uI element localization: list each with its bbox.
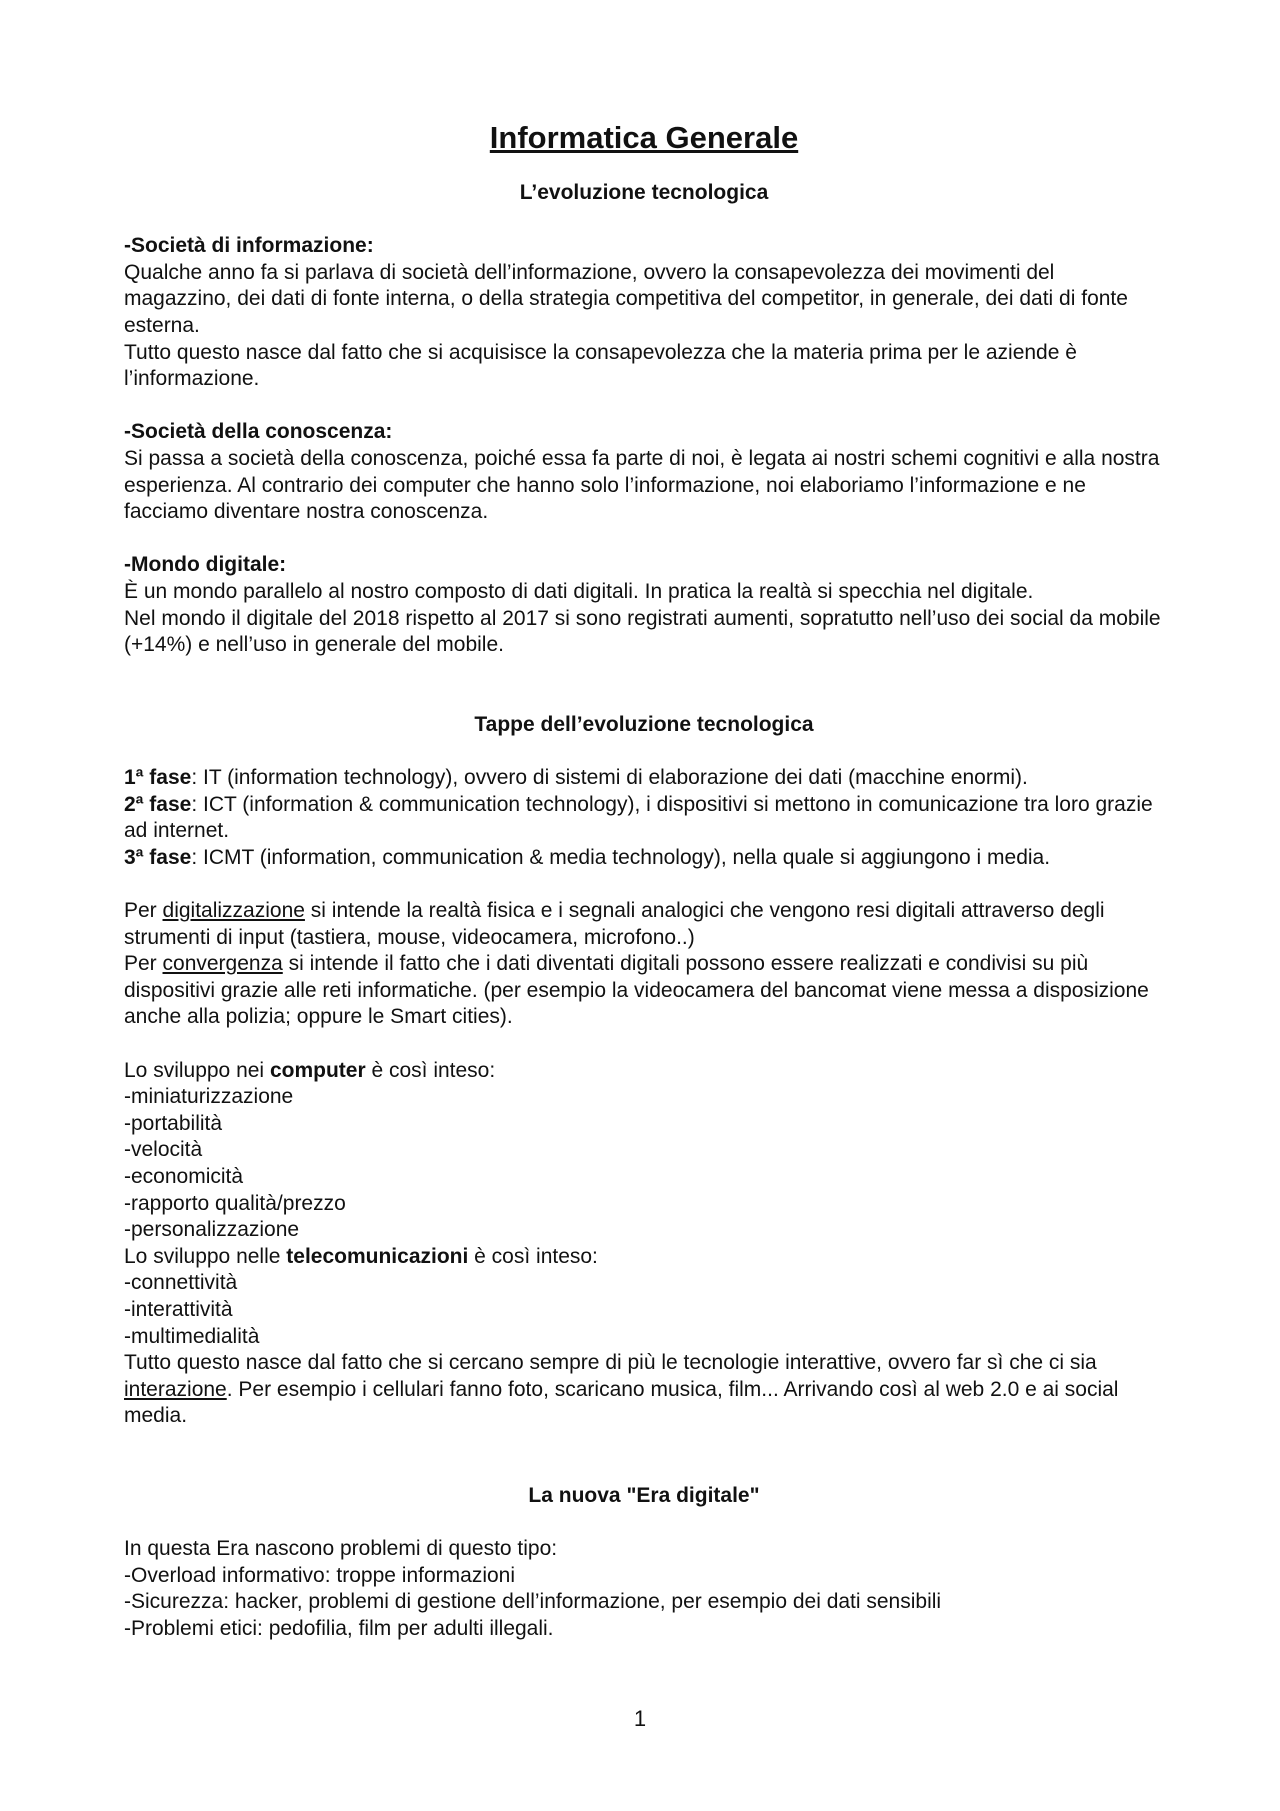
- text-fragment: . Per esempio i cellulari fanno foto, scaricano musica, film... Arrivando così al web 2.0 e ai social media.: [124, 1377, 1119, 1428]
- list-item: -Overload informativo: troppe informazioni: [124, 1563, 516, 1587]
- phase-label: 2ª fase: [124, 792, 192, 816]
- text-fragment: si intende il fatto che i dati diventati digitali possono essere realizzati e condivisi su più dispositivi grazie alle reti informatiche. (per esempio la videocamera del bancomat viene messa a disposizione anche alla polizia; oppure le Smart cities).: [124, 952, 1149, 1029]
- phase-label: 3ª fase: [124, 845, 192, 869]
- text-fragment: Tutto questo nasce dal fatto che si cercano sempre di più le tecnologie interattive, ovvero far sì che ci sia: [124, 1351, 1097, 1375]
- section-title-evoluzione: L’evoluzione tecnologica: [519, 181, 769, 204]
- text-fragment: è così inteso:: [468, 1244, 598, 1268]
- list-item: -connettività: [124, 1271, 238, 1295]
- phase-item: [124, 792, 1164, 845]
- text-fragment: Per: [124, 952, 163, 976]
- paragraph-sviluppo-telecomunicazioni: [124, 1244, 1164, 1271]
- paragraph-mondo-digitale-2: Nel mondo il digitale del 2018 rispetto al 2017 si sono registrati aumenti, sopratutto nell’uso dei social da mobile (+14%) e nell’uso in generale del mobile.: [124, 606, 1161, 657]
- list-item: -Sicurezza: hacker, problemi di gestione dell’informazione, per esempio dei dati sensibili: [124, 1590, 942, 1614]
- heading-mondo-digitale: -Mondo digitale:: [124, 553, 287, 577]
- list-item: -multimedialità: [124, 1324, 260, 1348]
- phase-label: 1ª fase: [124, 766, 192, 790]
- term-convergenza: convergenza: [162, 952, 283, 976]
- term-telecomunicazioni: telecomunicazioni: [286, 1244, 469, 1268]
- document-title: Informatica Generale: [489, 120, 799, 155]
- heading-societa-informazione: -Società di informazione:: [124, 234, 374, 258]
- paragraph-mondo-digitale-1: È un mondo parallelo al nostro composto di dati digitali. In pratica la realtà si specchia nel digitale.: [124, 579, 1034, 603]
- phase-text: : ICMT (information, communication & media technology), nella quale si aggiungono i media.: [191, 845, 1051, 869]
- text-fragment: è così inteso:: [365, 1058, 496, 1082]
- document-page: [124, 118, 1164, 1643]
- list-item: -miniaturizzazione: [124, 1085, 294, 1109]
- term-digitalizzazione: digitalizzazione: [162, 899, 305, 923]
- term-interazione: interazione: [124, 1377, 227, 1401]
- paragraph-sviluppo-computer: [124, 1058, 1164, 1085]
- paragraph-digitalizzazione: [124, 898, 1164, 951]
- paragraph-societa-informazione-1: Qualche anno fa si parlava di società dell’informazione, ovvero la consapevolezza dei movimenti del magazzino, dei dati di fonte interna, o della strategia competitiva del competitor, in generale, dei dati di fonte esterna.: [124, 260, 1128, 337]
- section-title-era-digitale: La nuova "Era digitale": [528, 1484, 760, 1508]
- list-item: -portabilità: [124, 1111, 223, 1135]
- list-item: -interattività: [124, 1297, 233, 1321]
- paragraph-interazione: [124, 1350, 1164, 1430]
- phase-item: [124, 845, 1164, 872]
- paragraph-convergenza: [124, 951, 1164, 1031]
- phase-text: : IT (information technology), ovvero di sistemi di elaborazione dei dati (macchine enormi).: [191, 766, 1028, 790]
- heading-societa-conoscenza: -Società della conoscenza:: [124, 420, 393, 444]
- section-title-tappe: Tappe dell’evoluzione tecnologica: [474, 712, 814, 736]
- paragraph-societa-informazione-2: Tutto questo nasce dal fatto che si acquisisce la consapevolezza che la materia prima per le aziende è l’informazione.: [124, 340, 1077, 391]
- list-item: -Problemi etici: pedofilia, film per adulti illegali.: [124, 1617, 554, 1641]
- phase-item: [124, 765, 1164, 792]
- list-item: -rapporto qualità/prezzo: [124, 1191, 346, 1215]
- list-item: -economicità: [124, 1164, 244, 1188]
- text-fragment: Lo sviluppo nei: [124, 1058, 270, 1082]
- list-item: -velocità: [124, 1138, 203, 1162]
- text-fragment: Per: [124, 899, 163, 923]
- paragraph-societa-conoscenza: Si passa a società della conoscenza, poiché essa fa parte di noi, è legata ai nostri schemi cognitivi e alla nostra esperienza. Al contrario dei computer che hanno solo l’informazione, noi elaboriamo l’informazione e ne facciamo diventare nostra conoscenza.: [124, 446, 1160, 524]
- page-number: 1: [633, 1706, 647, 1731]
- phase-text: : ICT (information & communication technology), i dispositivi si mettono in comunicazione tra loro grazie ad internet.: [124, 792, 1153, 843]
- text-fragment: Lo sviluppo nelle: [124, 1244, 287, 1268]
- paragraph-era-intro: In questa Era nascono problemi di questo tipo:: [124, 1537, 558, 1561]
- list-item: -personalizzazione: [124, 1218, 300, 1242]
- text-fragment: si intende la realtà fisica e i segnali analogici che vengono resi digitali attraverso degli strumenti di input (tastiera, mouse, videocamera, microfono..): [124, 899, 1105, 949]
- term-computer: computer: [269, 1058, 366, 1082]
